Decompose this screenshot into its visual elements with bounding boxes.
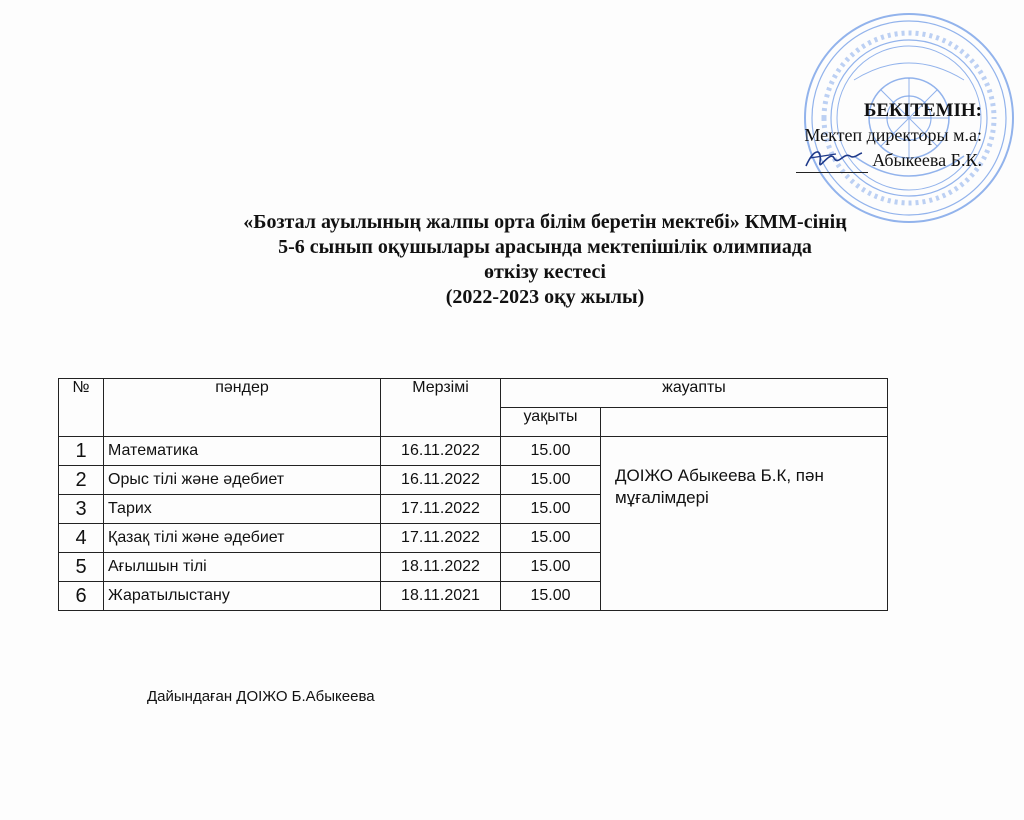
approval-name: Абыкеева Б.К. bbox=[872, 150, 982, 170]
row-time: 15.00 bbox=[501, 466, 601, 495]
row-num: 1 bbox=[59, 437, 104, 466]
header-empty bbox=[601, 408, 888, 437]
responsible-cell: ДОІЖО Абыкеева Б.К, пән мұғалімдері bbox=[601, 437, 888, 611]
row-time: 15.00 bbox=[501, 437, 601, 466]
row-subject: Ағылшын тілі bbox=[104, 553, 381, 582]
header-responsible: жауапты bbox=[501, 379, 888, 408]
row-num: 5 bbox=[59, 553, 104, 582]
prepared-by: Дайындаған ДОІЖО Б.Абыкеева bbox=[147, 688, 375, 705]
row-time: 15.00 bbox=[501, 553, 601, 582]
schedule-table bbox=[58, 378, 888, 611]
schedule-table-wrap bbox=[58, 378, 888, 611]
row-num: 4 bbox=[59, 524, 104, 553]
row-subject: Тарих bbox=[104, 495, 381, 524]
approval-heading: БЕКІТЕМІН: bbox=[863, 100, 982, 121]
signature bbox=[796, 150, 868, 173]
row-date: 17.11.2022 bbox=[381, 524, 501, 553]
row-num: 2 bbox=[59, 466, 104, 495]
row-time: 15.00 bbox=[501, 524, 601, 553]
row-date: 16.11.2022 bbox=[381, 437, 501, 466]
header-subjects: пәндер bbox=[104, 379, 381, 437]
row-date: 18.11.2022 bbox=[381, 553, 501, 582]
row-date: 16.11.2022 bbox=[381, 466, 501, 495]
row-date: 17.11.2022 bbox=[381, 495, 501, 524]
row-subject: Математика bbox=[104, 437, 381, 466]
row-time: 15.00 bbox=[501, 495, 601, 524]
row-subject: Қазақ тілі және әдебиет bbox=[104, 524, 381, 553]
title-line-2: 5-6 сынып оқушылары арасында мектепішілік олимпиада bbox=[278, 236, 812, 258]
row-subject: Жаратылыстану bbox=[104, 582, 381, 611]
document-title bbox=[80, 210, 1010, 310]
row-num: 3 bbox=[59, 495, 104, 524]
approval-block bbox=[796, 98, 982, 180]
header-date: Мерзімі bbox=[381, 379, 501, 437]
title-line-4: (2022-2023 оқу жылы) bbox=[445, 286, 645, 308]
approval-position: Мектеп директоры м.а: bbox=[804, 125, 982, 145]
table-header-row bbox=[59, 379, 888, 408]
signature-line bbox=[796, 148, 982, 173]
title-line-1: «Бозтал ауылының жалпы орта білім беретін мектебі» КММ-сінің bbox=[243, 211, 847, 233]
row-time: 15.00 bbox=[501, 582, 601, 611]
row-subject: Орыс тілі және әдебиет bbox=[104, 466, 381, 495]
title-line-3: өткізу кестесі bbox=[484, 261, 606, 283]
header-num: № bbox=[59, 379, 104, 437]
row-date: 18.11.2021 bbox=[381, 582, 501, 611]
header-time: уақыты bbox=[501, 408, 601, 437]
table-row bbox=[59, 437, 888, 466]
row-num: 6 bbox=[59, 582, 104, 611]
